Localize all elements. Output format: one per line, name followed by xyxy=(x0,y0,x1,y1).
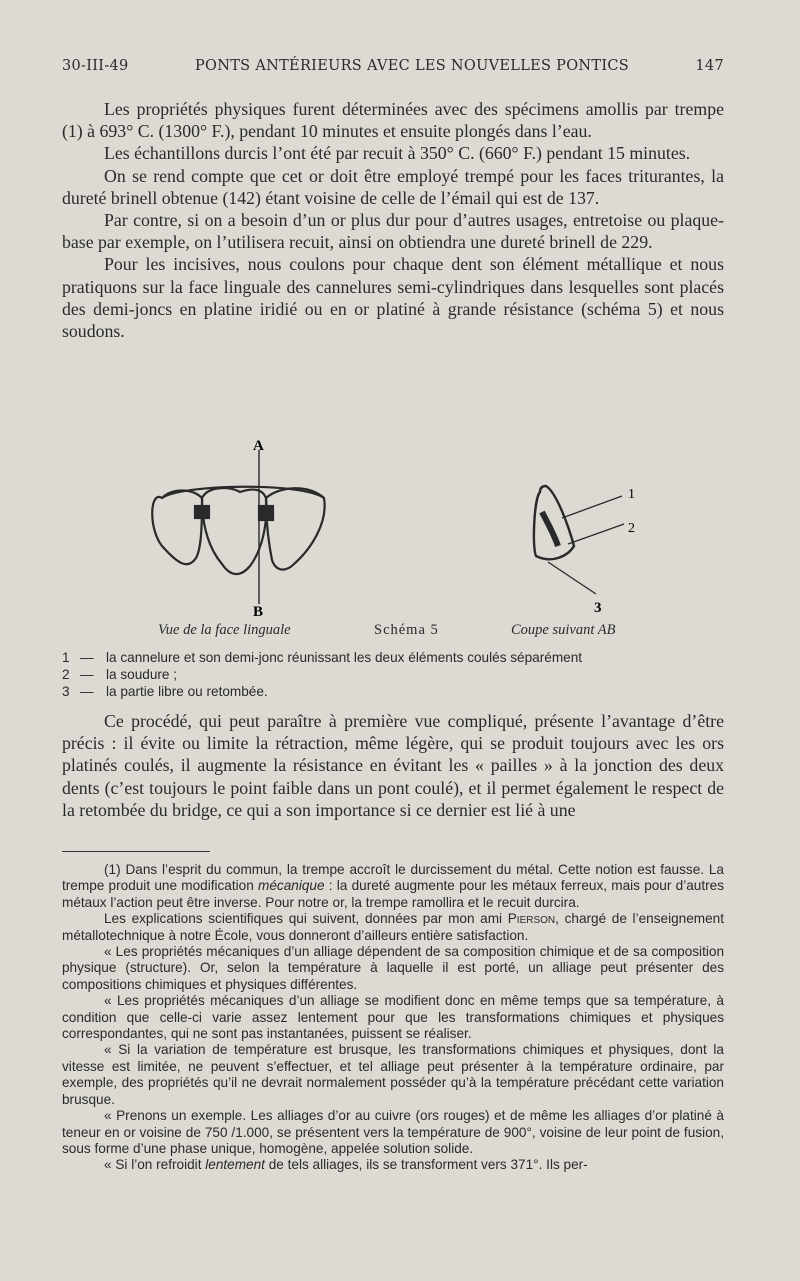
footnote: « Les propriétés mécaniques d’un alliage dépendent de sa composition chimique et de sa composition physique (structure). Or, selon la température à laquelle il est porté, un alliage peut présenter des compositions chimiques et physiques différentes. xyxy=(62,944,724,992)
figure-legend xyxy=(62,649,724,700)
header-title: PONTS ANTÉRIEURS AVEC LES NOUVELLES PONTICS xyxy=(194,58,630,74)
footnote-text: « Si l’on refroidit xyxy=(104,1157,206,1173)
running-header xyxy=(62,58,724,74)
label-a: A xyxy=(253,438,264,454)
legend-row xyxy=(62,683,724,700)
paragraph: Par contre, si on a besoin d’un or plus dur pour d’autres usages, entretoise ou plaque-base par exemple, on l’utilisera recuit, ainsi on obtiendra une dureté brinell de 229. xyxy=(62,210,724,253)
footnote: « Si la variation de température est brusque, les transformations chimiques et physiques, dont la vitesse est limitée, ne peuvent s’effectuer, et tel alliage peut présenter à la température ordinaire, par exemple, des propriétés qu’il ne devrait normalement posséder qu’à la température précédant cette variation brusque. xyxy=(62,1042,724,1107)
legend-text: la soudure ; xyxy=(106,667,178,682)
header-date: 30-III-49 xyxy=(62,58,129,74)
legend-number: 3 xyxy=(62,684,70,699)
caption-center: Schéma 5 xyxy=(374,622,439,638)
legend-text: la partie libre ou retombée. xyxy=(106,684,268,699)
paragraph: On se rend compte que cet or doit être employé trempé pour les faces triturantes, la dureté brinell obtenue (142) étant voisine de celle de l’émail qui est de 137. xyxy=(62,165,724,208)
legend-dash: — xyxy=(80,650,94,665)
footnote: « Prenons un exemple. Les alliages d’or au cuivre (ors rouges) et de même les alliages d’or platiné à teneur en or voisine de 750 /1.000, se présentent vers la température de 900°, voisine de leur point de fusion, sous forme d’une phase unique, homogène, appelée solution solide. xyxy=(62,1108,724,1156)
legend-dash: — xyxy=(80,667,94,682)
legend-text: la cannelure et son demi-jonc réunissant les deux éléments coulés séparément xyxy=(106,650,583,665)
footnote xyxy=(62,1157,724,1173)
footnote: « Les propriétés mécaniques d’un alliage se modifient donc en même temps que sa température, à condition que celle-ci varie assez lentement pour que les transformations chimiques et physiques correspondantes, qui ne sont pas instantanées, puissent se réaliser. xyxy=(62,993,724,1042)
legend-row xyxy=(62,649,724,666)
footnote-text: : la dureté augmente pour les métaux ferreux, mais pour d’autres métaux l’action peut être inverse. Pour notre or, la trempe ramollira et le recuit durcira. xyxy=(62,878,724,910)
label-b: B xyxy=(253,604,264,620)
legend-row xyxy=(62,666,724,683)
paragraph: Les propriétés physiques furent déterminées avec des spécimens amollis par trempe (1) à 693° C. (1300° F.), pendant 10 minutes et ensuite plongés dans l’eau. xyxy=(62,99,724,142)
footnote xyxy=(62,862,724,911)
footnotes xyxy=(62,862,724,1174)
footnote-italic: mécanique xyxy=(258,878,325,894)
legend-dash: — xyxy=(80,684,94,699)
schema-5-figure xyxy=(62,428,724,638)
body-text-bottom xyxy=(62,710,724,821)
footnote xyxy=(62,911,724,944)
caption-right: Coupe suivant AB xyxy=(511,622,616,638)
callout-2: 2 xyxy=(628,521,635,536)
footnote-italic: lentement xyxy=(205,1157,265,1173)
lingual-view-drawing xyxy=(152,450,324,604)
paragraph: Ce procédé, qui peut paraître à première vue compliqué, présente l’avantage d’être précis : il évite ou limite la rétraction, même légère, qui se produit toujours avec les ors platinés coulés, il augmente la résistance en évitant les « pailles » à la jonction des deux dents (c’est toujours le point faible dans un pont coulé), et il permet également le respect de la retombée du bridge, ce qui a son importance si ce dernier est lié à une xyxy=(62,711,724,820)
caption-left: Vue de la face linguale xyxy=(158,622,291,638)
footnote-text: de tels alliages, ils se transforment vers 371°. Ils per- xyxy=(264,1157,588,1173)
cross-section-drawing xyxy=(534,486,624,594)
legend-number: 2 xyxy=(62,667,70,682)
legend-number: 1 xyxy=(62,650,70,665)
page-number: 147 xyxy=(695,58,724,74)
author-name: Pierson xyxy=(507,911,556,927)
callout-1: 1 xyxy=(628,487,635,502)
body-text-top xyxy=(62,98,724,342)
footnote-text: , chargé de l’enseignement métallotechnique à notre École, vous donneront d’ailleurs entière satisfaction. xyxy=(62,911,725,943)
callout-3: 3 xyxy=(594,600,602,616)
paragraph: Pour les incisives, nous coulons pour chaque dent son élément métallique et nous pratiquons sur la face linguale des cannelures semi-cylindriques dans lesquelles sont placés des demi-joncs en platine iridié ou en or platiné à grande résistance (schéma 5) et nous soudons. xyxy=(62,254,724,342)
footnote-text: (1) Dans l’esprit du commun, la trempe accroît le durcissement du métal. Cette notion est fausse. La trempe produit une modification xyxy=(62,862,724,894)
paragraph: Les échantillons durcis l’ont été par recuit à 350° C. (660° F.) pendant 15 minutes. xyxy=(104,143,691,164)
footnote-text: Les explications scientifiques qui suivent, données par mon ami xyxy=(104,911,508,927)
footnote-separator xyxy=(62,851,210,852)
